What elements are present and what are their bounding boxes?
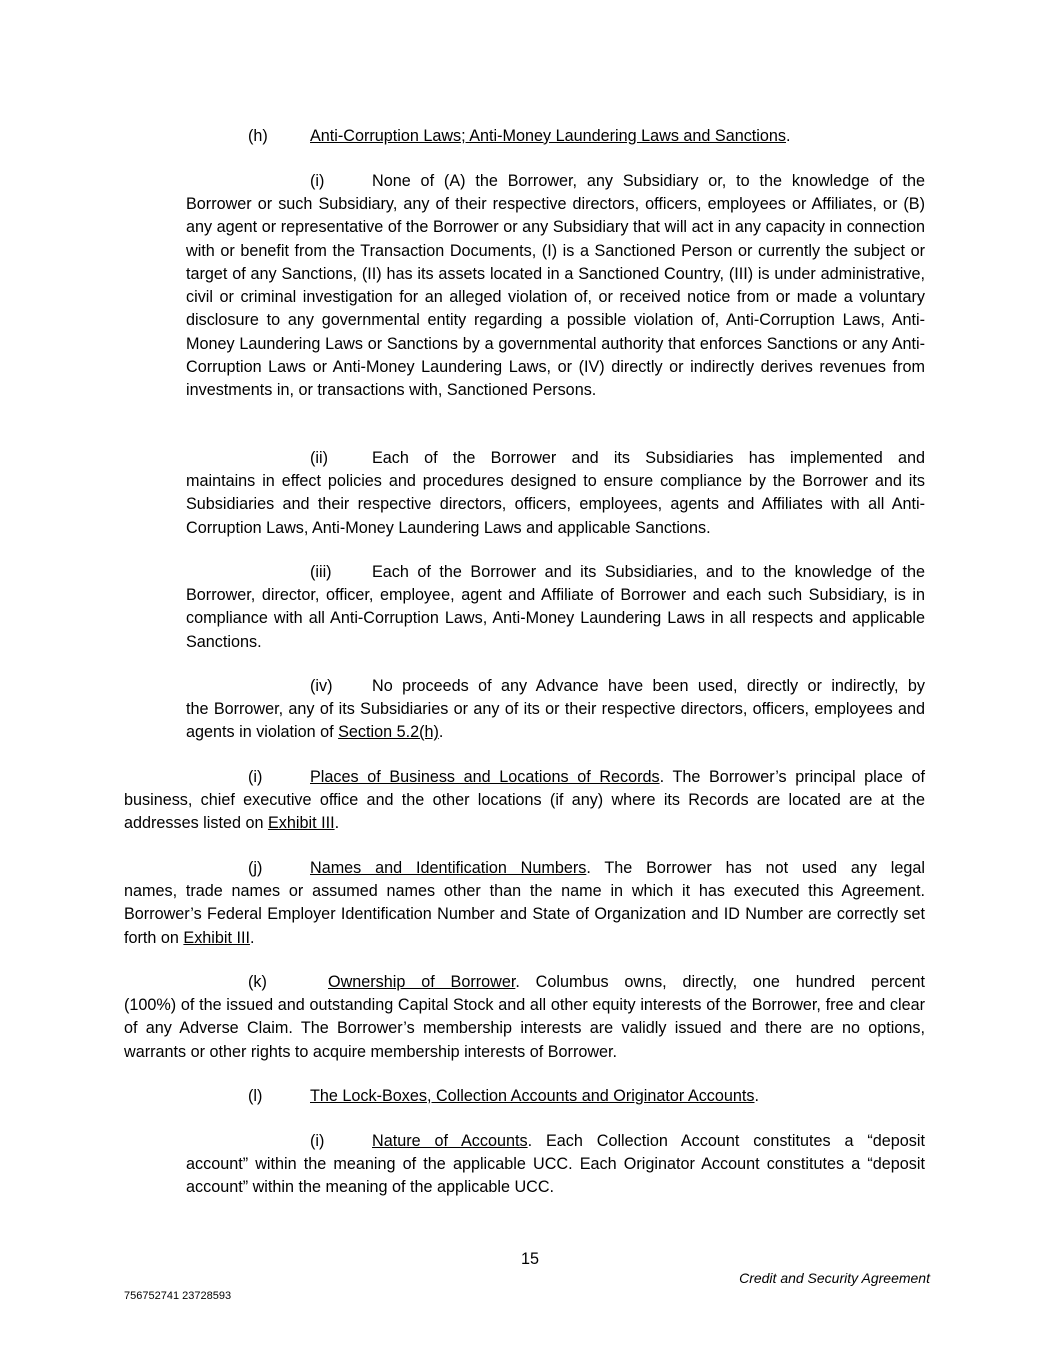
section-k-heading: Ownership of Borrower (328, 973, 516, 991)
section-j-label: (j) (248, 859, 263, 877)
section-l-heading: The Lock-Boxes, Collection Accounts and Originator Accounts. (310, 1087, 759, 1105)
page-number: 15 (520, 1250, 539, 1268)
section-j-paragraph: names, trade names or assumed names other than the name in which it has executed this Agreement. Borrower’s Federal Employer Identification Number and State of Organization and ID Number are correctly set forth on Exhibit III. (124, 882, 925, 947)
h-iii-label: (iii) (310, 563, 332, 581)
footer-document-title: Credit and Security Agreement (739, 1270, 930, 1286)
l-i-label: (i) (310, 1132, 325, 1150)
section-i-first-line: Places of Business and Locations of Records. The Borrower’s principal place of (310, 768, 925, 786)
l-i-first-line: Nature of Accounts. Each Collection Account constitutes a “deposit (372, 1132, 925, 1150)
section-5-2-h-link[interactable]: Section 5.2(h) (338, 723, 439, 742)
section-h-heading: Anti-Corruption Laws; Anti-Money Laundering Laws and Sanctions. (310, 127, 791, 145)
section-k-paragraph: (100%) of the issued and outstanding Capital Stock and all other equity interests of the Borrower, free and clear of any Adverse Claim. The Borrower’s membership interests are validly issued and there are no options, warrants or other rights to acquire membership interests of Borrower. (124, 996, 925, 1061)
section-i-paragraph: business, chief executive office and the other locations (if any) where its Records are located are at the addresses listed on Exhibit III. (124, 791, 925, 833)
section-l-label: (l) (248, 1087, 263, 1105)
section-l-heading-text: The Lock-Boxes, Collection Accounts and Originator Accounts (310, 1087, 755, 1105)
h-iv-label: (iv) (310, 677, 333, 695)
section-h-heading-text: Anti-Corruption Laws; Anti-Money Laundering Laws and Sanctions (310, 127, 787, 145)
h-i-paragraph: Borrower or such Subsidiary, any of their respective directors, officers, employees or Affiliates, or (B) any agent or representative of the Borrower or any Subsidiary that will act in any capacity in connection with or benefit from the Transaction Documents, (I) is a Sanctioned Person or currently the subject or target of any Sanctions, (II) has its assets located in a Sanctioned Country, (III) is under administrative, civil or criminal investigation for an alleged violation of, or received notice from or made a voluntary disclosure to any governmental entity regarding a possible violation of, Anti-Corruption Laws, Anti-Money Laundering Laws or Sanctions by a governmental authority that enforces Sanctions or any Anti-Corruption Laws or Anti-Money Laundering Laws, or (IV) directly or indirectly derives revenues from investments in, or transactions with, Sanctioned Persons. (186, 195, 925, 400)
exhibit-iii-link[interactable]: Exhibit III (267, 814, 335, 833)
h-iv-paragraph: the Borrower, any of its Subsidiaries or any of its or their respective directors, officers, employees and agents in violation of Section 5.2(h). (186, 700, 925, 742)
section-j-heading: Names and Identification Numbers (310, 859, 587, 877)
h-iv-first-line: No proceeds of any Advance have been used, directly or indirectly, by (372, 677, 925, 695)
h-ii-label: (ii) (310, 449, 328, 467)
h-iii-paragraph: Borrower, director, officer, employee, agent and Affiliate of Borrower and each such Subsidiary, is in compliance with all Anti-Corruption Laws, Anti-Money Laundering Laws in all respects and applicable Sanctions. (186, 586, 925, 651)
footer-document-id: 756752741 23728593 (124, 1290, 232, 1302)
h-iii-first-line: Each of the Borrower and its Subsidiaries, and to the knowledge of the (372, 563, 925, 581)
section-i-heading: Places of Business and Locations of Records (310, 768, 660, 786)
section-k-first-line: Ownership of Borrower. Columbus owns, directly, one hundred percent (328, 973, 925, 991)
section-h-label: (h) (248, 127, 268, 145)
l-i-heading: Nature of Accounts (372, 1132, 528, 1150)
l-i-paragraph: account” within the meaning of the applicable UCC. Each Originator Account constitutes a “deposit account” within the meaning of the applicable UCC. (186, 1155, 925, 1197)
exhibit-iii-link-2[interactable]: Exhibit III (183, 928, 250, 947)
section-j-first-line: Names and Identification Numbers. The Borrower has not used any legal (310, 859, 925, 877)
section-i-label: (i) (248, 768, 263, 786)
h-ii-paragraph: maintains in effect policies and procedures designed to ensure compliance by the Borrower and its Subsidiaries and their respective directors, officers, employees, agents and Affiliates with all Anti-Corruption Laws, Anti-Money Laundering Laws and applicable Sanctions. (186, 472, 925, 537)
h-ii-first-line: Each of the Borrower and its Subsidiaries has implemented and (372, 449, 925, 467)
section-k-label: (k) (248, 973, 267, 991)
h-i-first-line: None of (A) the Borrower, any Subsidiary or, to the knowledge of the (372, 172, 925, 190)
h-i-label: (i) (310, 172, 325, 190)
